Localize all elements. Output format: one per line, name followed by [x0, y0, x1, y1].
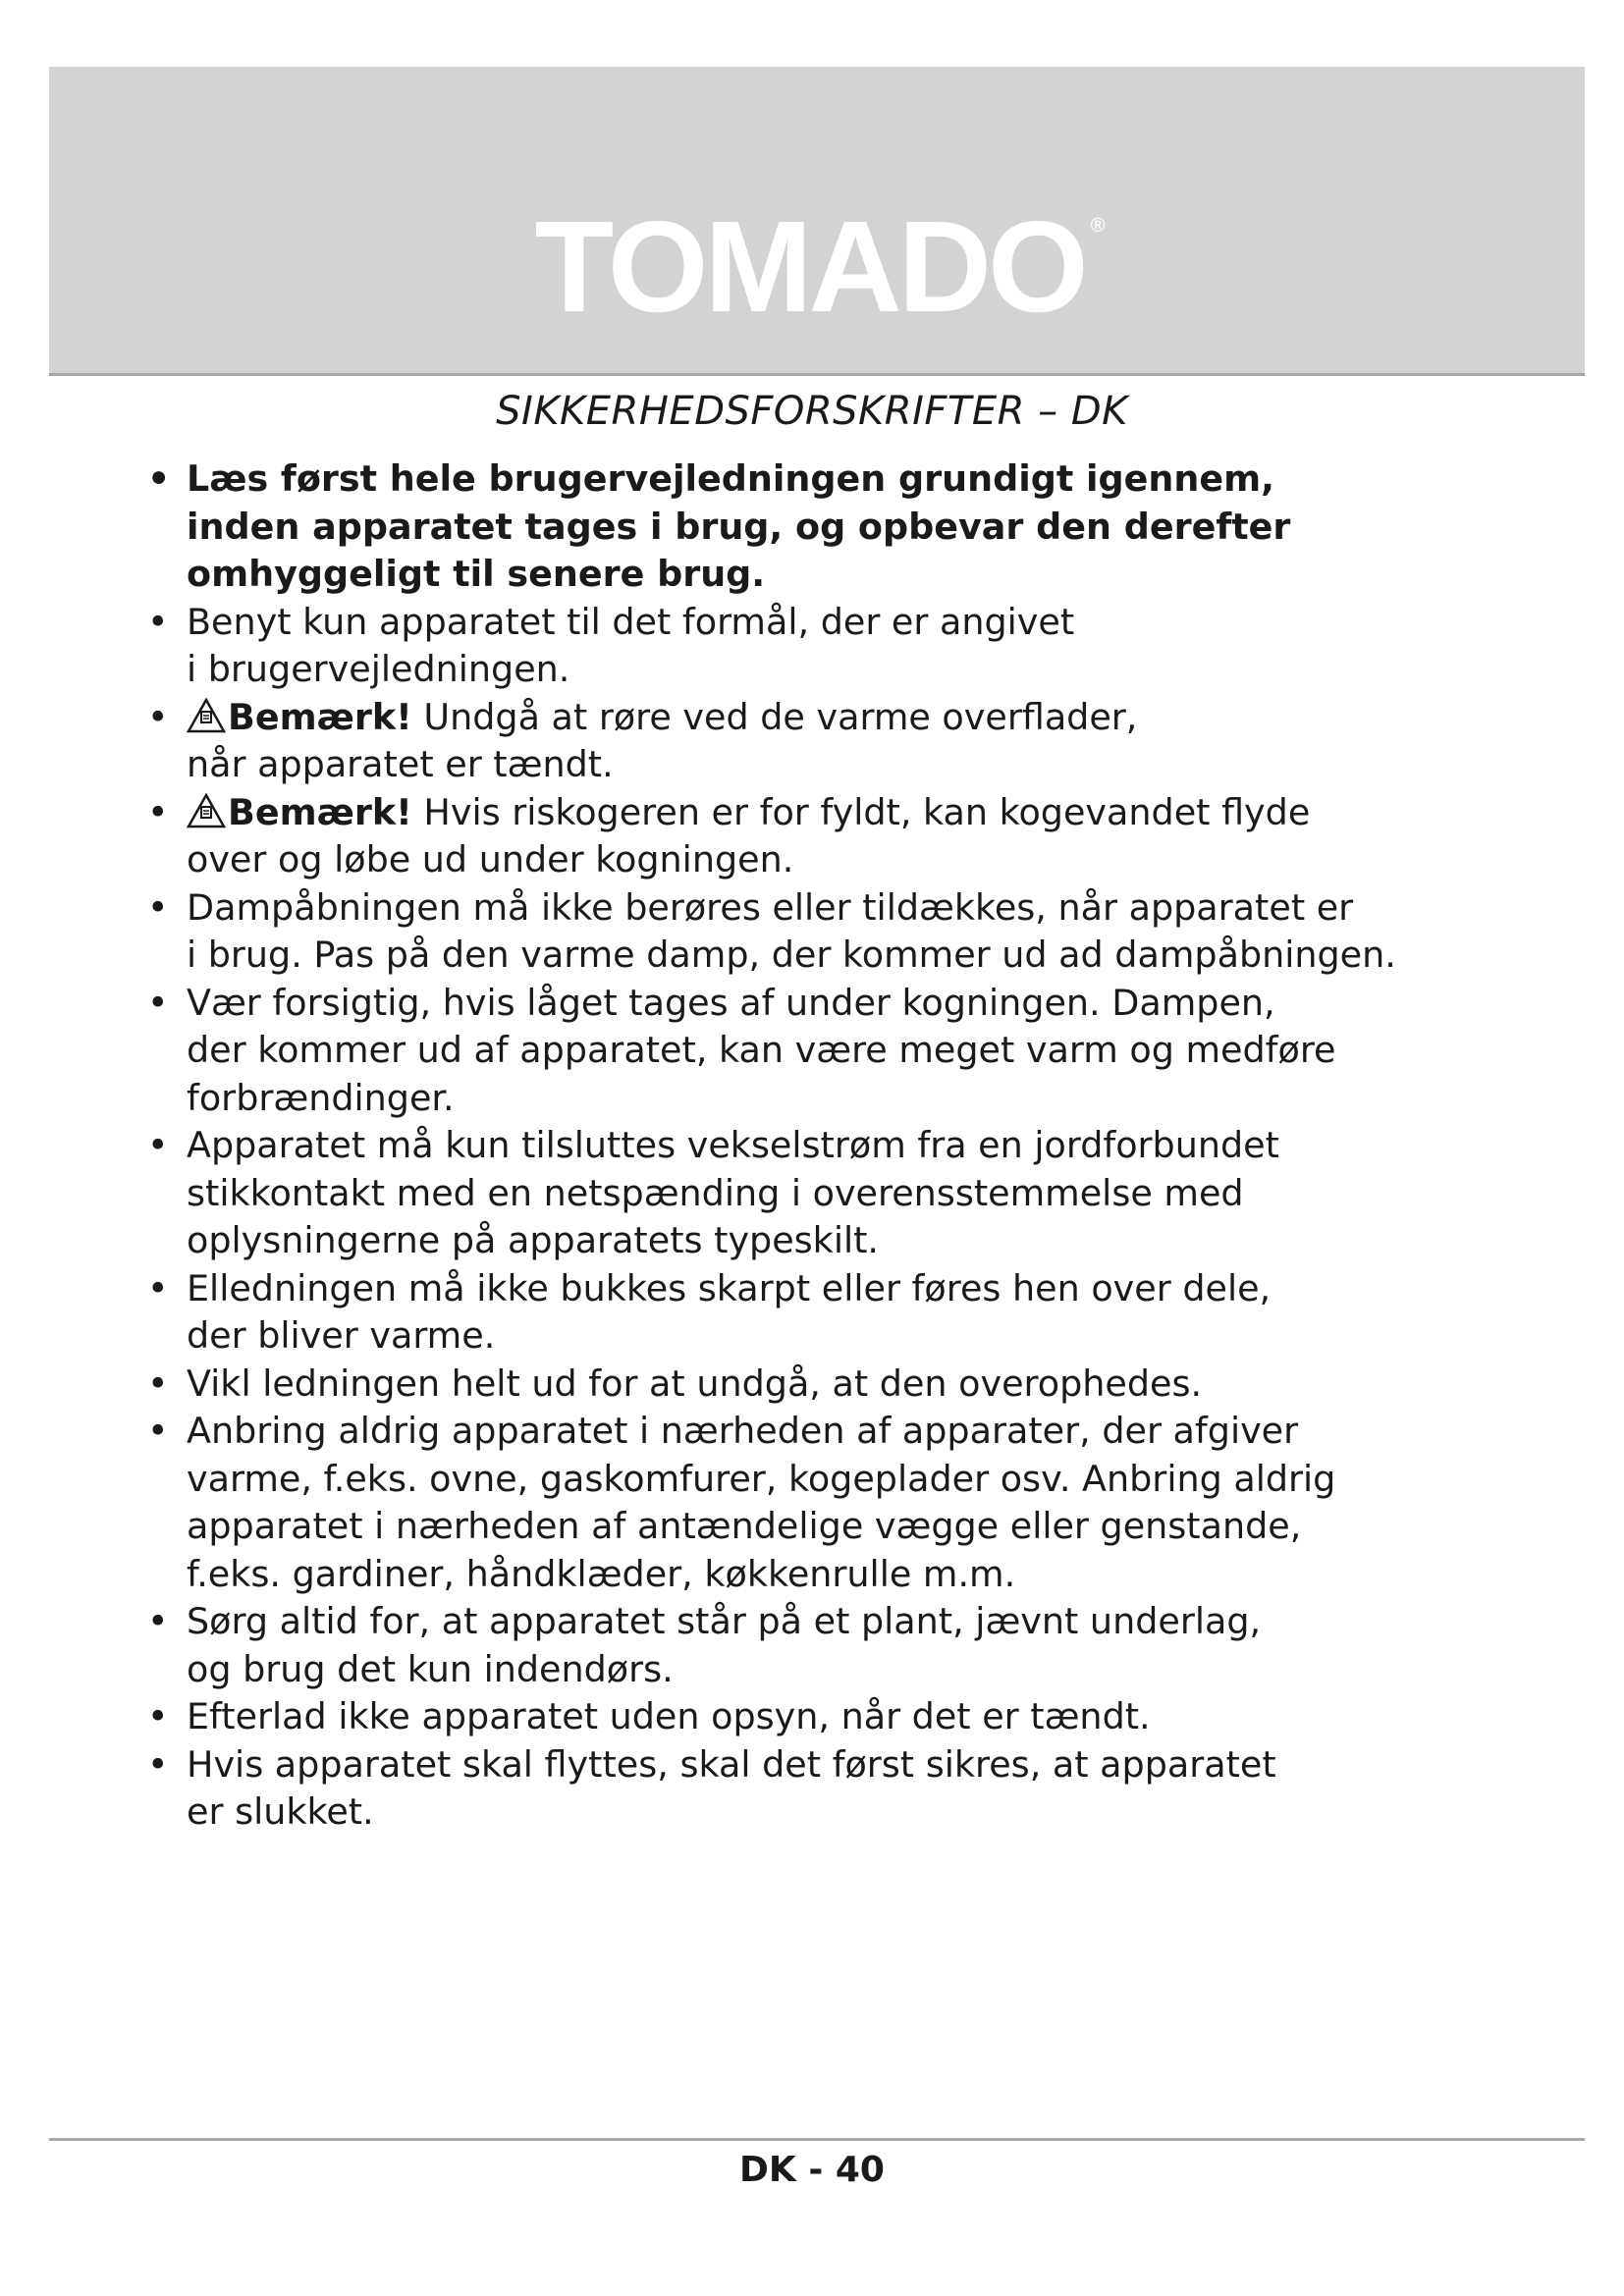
item-text: inden apparatet tages i brug, og opbevar den derefter	[187, 505, 1291, 548]
item-text: i brugervejledningen.	[187, 648, 570, 690]
item-text: f.eks. gardiner, håndklæder, køkkenrulle m.m.	[187, 1552, 1016, 1595]
item-text: over og løbe ud under kogningen.	[187, 838, 794, 881]
item-text: og brug det kun indendørs.	[187, 1647, 674, 1690]
list-item: • Læs først hele brugervejledningen grundigt igennem, inden apparatet tages i brug, og opbevar den derefter omhyggeligt til senere brug.	[147, 457, 1291, 595]
item-text: Hvis riskogeren er for fyldt, kan kogevandet flyde	[423, 790, 1311, 833]
note-label: Bemærk!	[228, 790, 412, 833]
item-text: stikkontakt med en netspænding i overensstemmelse med	[187, 1171, 1244, 1214]
list-item: • Vær forsigtig, hvis låget tages af under kogningen. Dampen, der kommer ud af apparatet, kan være meget varm og medføre forbrændinger.	[147, 981, 1336, 1119]
list-item: • Anbring aldrig apparatet i nærheden af apparater, der afgiver varme, f.eks. ovne, gaskomfurer, kogeplader osv. Anbring aldrig apparatet i nærheden af antændelige vægge eller genstande, f.eks. gardiner, håndklæder, køkkenrulle m.m.	[147, 1410, 1336, 1595]
page-title: SIKKERHEDSFORSKRIFTER – DK	[496, 389, 1128, 434]
item-text: i brug. Pas på den varme damp, der kommer ud ad dampåbningen.	[187, 934, 1396, 976]
item-text: Hvis apparatet skal flyttes, skal det først sikres, at apparatet	[187, 1742, 1276, 1786]
item-text: Undgå at røre ved de varme overflader,	[423, 695, 1138, 738]
safety-list	[147, 455, 1502, 1837]
item-text: Elledningen må ikke bukkes skarpt eller føres hen over dele,	[187, 1266, 1272, 1309]
list-item: • Sørg altid for, at apparatet står på et plant, jævnt underlag, og brug det kun indendørs.	[147, 1600, 1262, 1690]
item-text: der kommer ud af apparatet, kan være meget varm og medføre	[187, 1029, 1336, 1071]
page-number: DK - 40	[739, 2150, 885, 2190]
list-item: • Elledningen må ikke bukkes skarpt eller føres hen over dele, der bliver varme.	[147, 1266, 1272, 1357]
brand-logo	[49, 194, 1585, 339]
item-text: oplysningerne på apparatets typeskilt.	[187, 1219, 880, 1261]
brand-name: TOMADO	[534, 194, 1085, 339]
list-item: • Hvis apparatet skal flyttes, skal det først sikres, at apparatet er slukket.	[147, 1742, 1276, 1833]
item-text: varme, f.eks. ovne, gaskomfurer, kogeplader osv. Anbring aldrig	[187, 1457, 1336, 1500]
item-text: når apparatet er tændt.	[187, 743, 614, 785]
list-item: • Dampåbningen må ikke berøres eller tildækkes, når apparatet er i brug. Pas på den varme damp, der kommer ud ad dampåbningen.	[147, 885, 1396, 976]
list-item: • Vikl ledningen helt ud for at undgå, at den overophedes.	[147, 1362, 1203, 1405]
item-text: Læs først hele brugervejledningen grundigt igennem,	[187, 457, 1275, 500]
item-text: Sørg altid for, at apparatet står på et plant, jævnt underlag,	[187, 1600, 1262, 1642]
item-text: Vær forsigtig, hvis låget tages af under kogningen. Dampen,	[187, 981, 1275, 1024]
item-text: forbrændinger.	[187, 1076, 455, 1119]
registered-mark: ®	[1090, 215, 1106, 237]
item-text: Benyt kun apparatet til det formål, der er angivet	[187, 600, 1075, 643]
list-item: • Apparatet må kun tilsluttes vekselstrøm fra en jordforbundet stikkontakt med en netspænding i overensstemmelse med oplysningerne på apparatets typeskilt.	[147, 1124, 1279, 1261]
warning-triangle-icon	[187, 793, 226, 828]
list-item: • Bemærk! Hvis riskogeren er for fyldt, kan kogevandet flyde over og løbe ud under kogningen.	[147, 790, 1311, 881]
item-text: Apparatet må kun tilsluttes vekselstrøm fra en jordforbundet	[187, 1124, 1279, 1166]
warning-triangle-icon	[187, 698, 226, 733]
item-text: Vikl ledningen helt ud for at undgå, at den overophedes.	[187, 1362, 1203, 1405]
header-banner	[49, 67, 1585, 376]
item-text: apparatet i nærheden af antændelige vægge eller genstande,	[187, 1505, 1302, 1547]
item-text: Anbring aldrig apparatet i nærheden af apparater, der afgiver	[187, 1410, 1299, 1452]
item-text: der bliver varme.	[187, 1314, 496, 1357]
item-text: Dampåbningen må ikke berøres eller tildækkes, når apparatet er	[187, 885, 1354, 929]
item-text: omhyggeligt til senere brug.	[187, 553, 766, 595]
list-item: • Efterlad ikke apparatet uden opsyn, når det er tændt.	[147, 1695, 1151, 1737]
list-item: • Bemærk! Undgå at røre ved de varme overflader, når apparatet er tændt.	[147, 695, 1138, 785]
footer-divider	[49, 2138, 1585, 2141]
item-text: er slukket.	[187, 1790, 374, 1833]
note-label: Bemærk!	[228, 695, 412, 738]
item-text: Efterlad ikke apparatet uden opsyn, når det er tændt.	[187, 1695, 1151, 1737]
list-item: • Benyt kun apparatet til det formål, der er angivet i brugervejledningen.	[147, 600, 1075, 690]
